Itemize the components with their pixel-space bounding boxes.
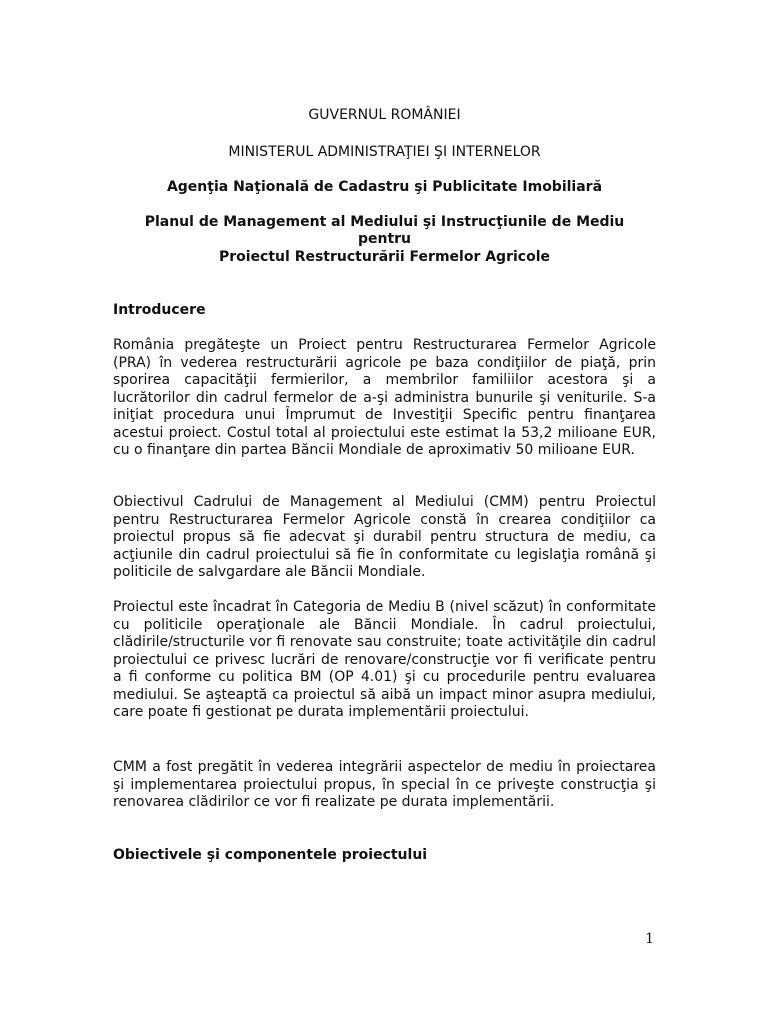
- page-number: 1: [645, 931, 654, 947]
- agency-title: Agenţia Naţională de Cadastru şi Publicitate Imobiliară: [166, 179, 603, 195]
- document-title-line-3: Proiectul Restructurării Fermelor Agricole: [218, 249, 550, 265]
- introduction-heading: Introducere: [113, 302, 206, 318]
- document-title-line-1: Planul de Management al Mediului şi Instrucţiunile de Mediu: [144, 214, 625, 230]
- paragraph-cmm: CMM a fost pregătit în vederea integrării aspectelor de mediu în proiectarea şi implementarea proiectului propus, în special în ce priveşte construcţia şi renovarea clădirilor ce vor fi realizate pe durata implementării.: [113, 759, 656, 810]
- paragraph-introduction: România pregăteşte un Proiect pentru Restructurarea Fermelor Agricole (PRA) în vederea restructurării agricole pe baza condiţiilor de piaţă, prin sporirea capacităţii fermierilor, a membrilor familiilor acestora şi a lucrătorilor din cadrul fermelor de a-şi administra bunurile şi veniturile. S-a iniţiat procedura unui Împrumut de Investiţii Specific pentru finanţarea acestui proiect. Costul total al proiectului este estimat la 53,2 milioane EUR, cu o finanţare din partea Băncii Mondiale de aproximativ 50 milioane EUR.: [113, 337, 656, 458]
- objectives-heading: Obiectivele şi componentele proiectului: [113, 847, 428, 863]
- paragraph-objective: Obiectivul Cadrului de Management al Mediului (CMM) pentru Proiectul pentru Restructurarea Fermelor Agricole constă în crearea condiţiilor ca proiectul propus să fie adecvat şi durabil pentru structura de mediu, ca acţiunile din cadrul proiectului să fie în conformitate cu legislaţia română şi politicile de salvgardare ale Băncii Mondiale.: [113, 494, 656, 580]
- paragraph-category: Proiectul este încadrat în Categoria de Mediu B (nivel scăzut) în conformitate cu politicile operaţionale ale Băncii Mondiale. În cadrul proiectului, clădirile/structurile vor fi renovate sau construite; toate activităţile din cadrul proiectului ce privesc lucrări de renovare/construcţie vor fi verificate pentru a fi conforme cu politica BM (OP 4.01) şi cu procedurile pentru evaluarea mediului. Se aşteaptă ca proiectul să aibă un impact minor asupra mediului, care poate fi gestionat pe durata implementării proiectului.: [113, 599, 656, 720]
- document-title-line-2: pentru: [357, 231, 412, 247]
- government-title: GUVERNUL ROMÂNIEI: [308, 107, 461, 123]
- ministry-title: MINISTERUL ADMINISTRAŢIEI ŞI INTERNELOR: [228, 144, 541, 160]
